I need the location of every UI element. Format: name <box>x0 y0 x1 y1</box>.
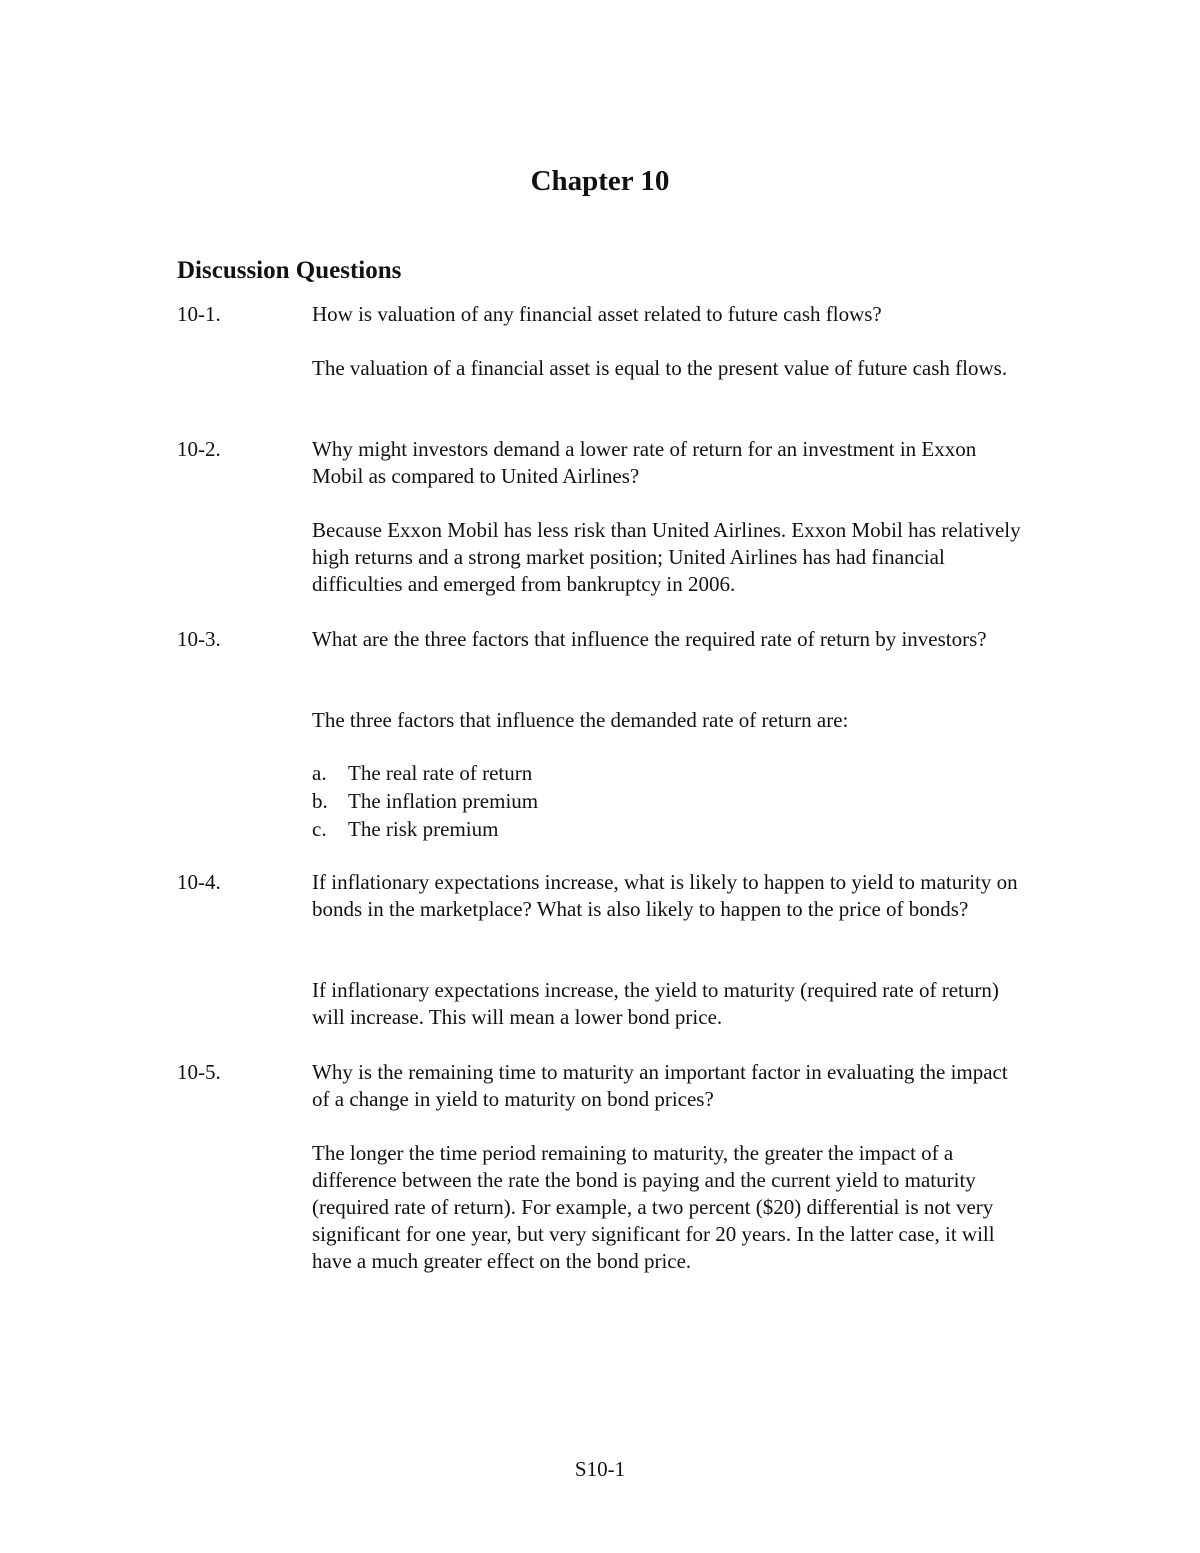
answer-text: The three factors that influence the demanded rate of return are: <box>312 708 849 732</box>
answer-text: If inflationary expectations increase, the yield to maturity (required rate of return) will increase. This will mean a lower bond price. <box>312 978 999 1029</box>
page-number: S10-1 <box>574 1457 626 1481</box>
list-item <box>312 788 538 816</box>
question-block-10-1 <box>177 301 1037 411</box>
question-number: 10-3. <box>177 627 221 651</box>
question-text: If inflationary expectations increase, what is likely to happen to yield to maturity on bonds in the marketplace? What is also likely to happen to the price of bonds? <box>312 870 1018 921</box>
answer-text: Because Exxon Mobil has less risk than United Airlines. Exxon Mobil has relatively high returns and a strong market position; United Airlines has had financial difficulties and emerged from bankruptcy in 2006. <box>312 518 1021 596</box>
list-item-text: The inflation premium <box>348 789 539 813</box>
list-item-text: The risk premium <box>348 817 499 841</box>
section-heading: Discussion Questions <box>177 257 402 284</box>
question-number: 10-5. <box>177 1060 221 1084</box>
answer-text: The longer the time period remaining to maturity, the greater the impact of a difference between the rate the bond is paying and the current yield to maturity (required rate of return). For example, a two percent ($20) differential is not very significant for one year, but very significant for 20 years. In the latter case, it will have a much greater effect on the bond price. <box>312 1141 995 1273</box>
question-text: How is valuation of any financial asset related to future cash flows? <box>312 302 882 326</box>
chapter-title: Chapter 10 <box>530 165 670 197</box>
question-block-10-4 <box>177 869 1037 1039</box>
list-item-letter: a. <box>312 761 327 785</box>
question-number: 10-2. <box>177 437 221 461</box>
question-number: 10-1. <box>177 302 221 326</box>
question-text: Why is the remaining time to maturity an important factor in evaluating the impact of a change in yield to maturity on bond prices? <box>312 1060 1008 1111</box>
list-item <box>312 760 538 788</box>
factor-list <box>312 760 538 844</box>
answer-text: The valuation of a financial asset is equal to the present value of future cash flows. <box>312 356 1008 380</box>
question-number: 10-4. <box>177 870 221 894</box>
list-item-text: The real rate of return <box>348 761 533 785</box>
list-item <box>312 816 538 844</box>
list-item-letter: c. <box>312 817 327 841</box>
question-text: What are the three factors that influence the required rate of return by investors? <box>312 627 987 651</box>
question-text: Why might investors demand a lower rate of return for an investment in Exxon Mobil as compared to United Airlines? <box>312 437 977 488</box>
list-item-letter: b. <box>312 789 328 813</box>
question-block-10-2 <box>177 436 1037 601</box>
question-block-10-3 <box>177 626 1037 846</box>
question-block-10-5 <box>177 1059 1037 1309</box>
